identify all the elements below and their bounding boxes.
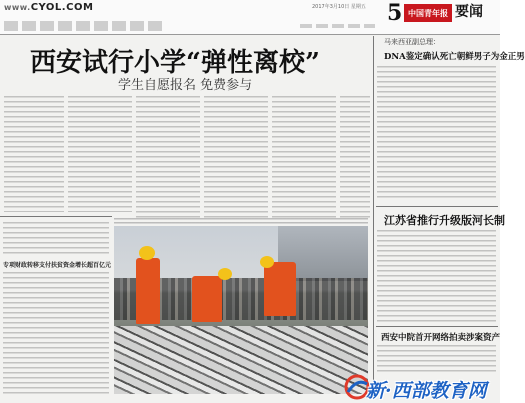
watermark-text: 新·西部教育网 xyxy=(366,380,487,402)
main-article-column-4 xyxy=(204,96,268,218)
main-article-column-5 xyxy=(272,96,336,218)
side-article-1-headline: DNA鉴定确认死亡朝鲜男子为金正男 xyxy=(384,52,525,62)
worker-helmet xyxy=(260,256,274,268)
masthead-meta-line xyxy=(300,24,375,28)
site-logo xyxy=(4,2,93,13)
worker-figure xyxy=(264,262,296,316)
side-article-3-headline: 西安中院首开网络拍卖涉案资产 xyxy=(381,333,501,343)
photo-debris xyxy=(114,326,368,394)
site-prefix: www. xyxy=(4,3,31,12)
column-divider xyxy=(373,36,374,398)
main-article-column-3 xyxy=(136,96,200,218)
main-article-column-2 xyxy=(68,96,132,212)
side-article-2-body xyxy=(377,230,496,322)
masthead-contact-line xyxy=(4,21,164,31)
worker-helmet xyxy=(218,268,232,280)
main-headline: 西安试行小学“弹性离校” xyxy=(30,48,320,78)
issue-date: 2017年3月10日 星期五 xyxy=(312,4,366,10)
side-article-1-body xyxy=(377,66,496,200)
side-article-3-body xyxy=(377,345,496,375)
section-divider-left xyxy=(0,216,112,217)
news-photo xyxy=(114,226,368,394)
main-subheadline: 学生自愿报名 免费参与 xyxy=(118,78,253,93)
side-article-1-kicker: 马来西亚副总理： xyxy=(384,38,440,46)
section-title: 要闻 xyxy=(455,4,483,20)
worker-figure xyxy=(192,276,222,322)
side-article-2-headline: 江苏省推行升级版河长制 xyxy=(384,214,505,227)
left-article-intro xyxy=(3,222,109,256)
side-divider-2 xyxy=(376,326,498,327)
worker-helmet xyxy=(139,246,155,260)
left-article-body xyxy=(3,272,109,396)
masthead xyxy=(0,0,500,35)
newspaper-logo: 中国青年报 xyxy=(404,4,452,22)
worker-figure xyxy=(136,258,160,324)
page-number: 5 xyxy=(387,0,403,26)
left-article-headline: 专项财政转移支付扶贫资金增长超百亿元 xyxy=(3,262,112,269)
side-divider-1 xyxy=(376,206,498,207)
photo-caption xyxy=(114,218,368,224)
main-article-column-6 xyxy=(340,96,370,218)
site-watermark xyxy=(344,372,500,403)
main-article-column-1 xyxy=(4,96,64,212)
site-name: CYOL.COM xyxy=(30,2,94,13)
